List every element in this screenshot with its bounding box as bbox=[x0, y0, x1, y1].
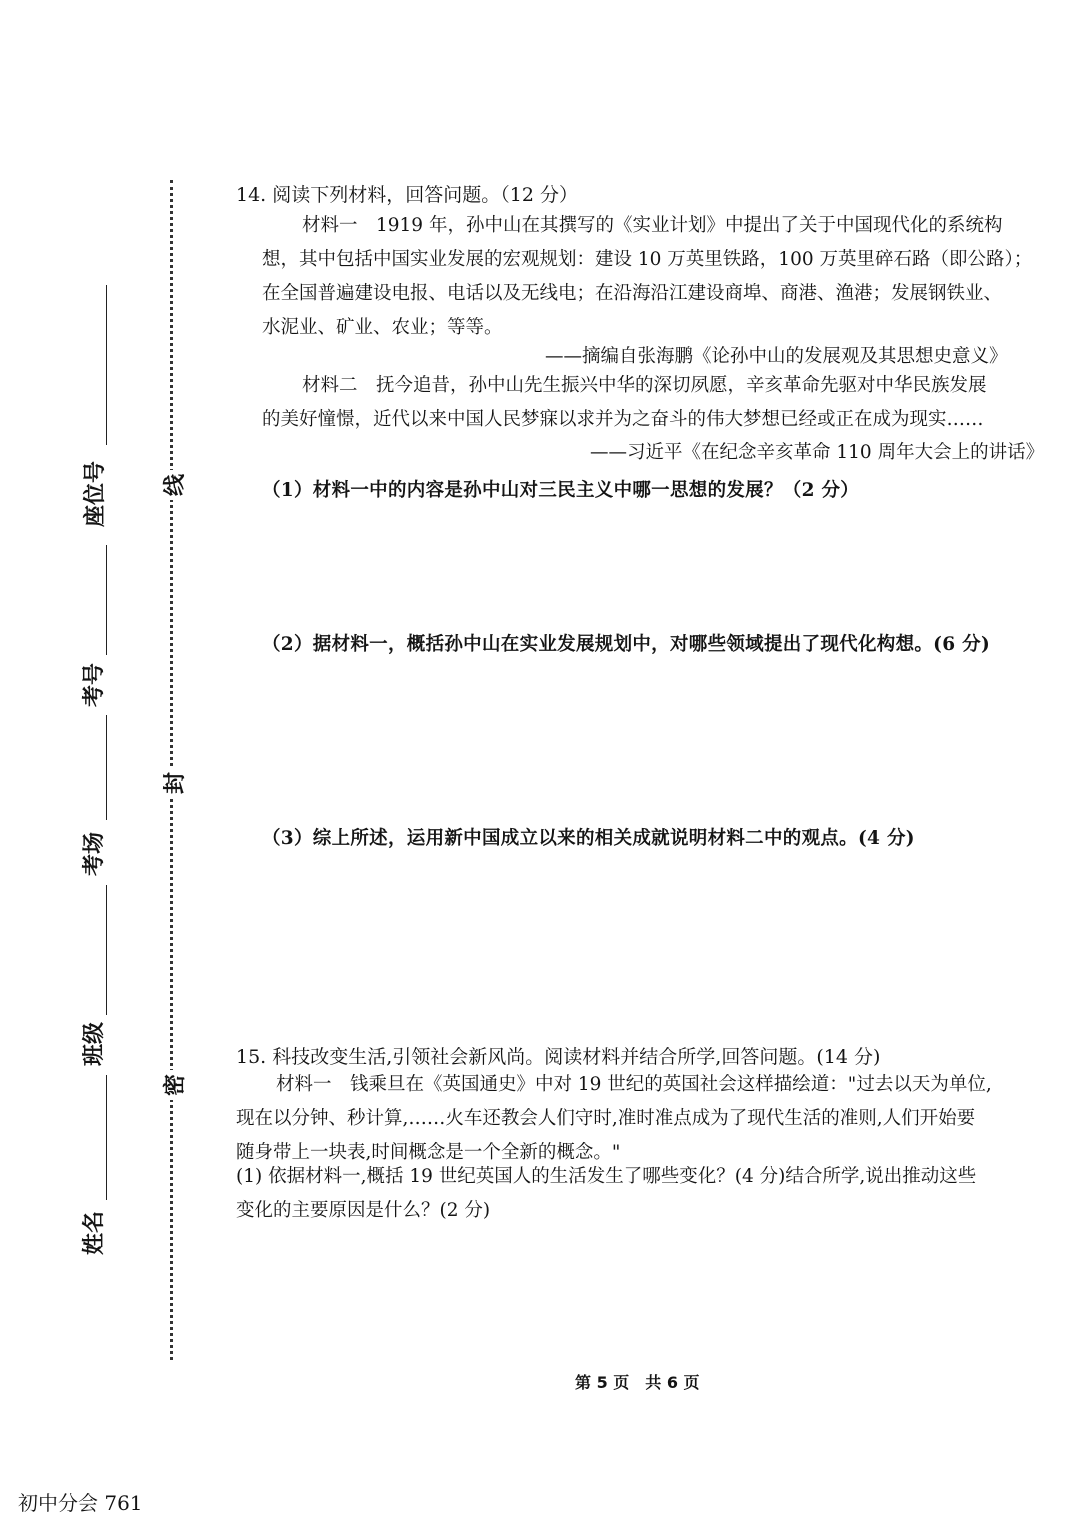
q15-material1 bbox=[236, 1068, 992, 1170]
seal-char-mi: 密 bbox=[162, 1070, 188, 1100]
q15-title: 15. 科技改变生活,引领社会新风尚。阅读材料并结合所学,回答问题。(14 分) bbox=[236, 1046, 881, 1068]
q15-material1-line: 现在以分钟、秒计算,……火车还教会人们守时,准时准点成为了现代生活的准则,人们开始要 bbox=[236, 1108, 976, 1129]
q14-material1-line: 材料一 1919 年，孙中山在其撰写的《实业计划》中提出了关于中国现代化的系统构 bbox=[302, 215, 1003, 236]
q14-sub1: （1）材料一中的内容是孙中山对三民主义中哪一思想的发展？（2 分） bbox=[262, 480, 860, 501]
name-line bbox=[106, 1075, 107, 1200]
q15-sub1-line: 变化的主要原因是什么？(2 分) bbox=[236, 1200, 491, 1221]
seat-number-line bbox=[106, 285, 107, 445]
q14-sub2: （2）据材料一，概括孙中山在实业发展规划中，对哪些领域提出了现代化构想。(6 分) bbox=[262, 634, 990, 655]
q14-material1-source: ——摘编自张海鹏《论孙中山的发展观及其思想史意义》 bbox=[545, 346, 1008, 367]
seat-number-label: 座位号 bbox=[82, 460, 109, 528]
q14-material1 bbox=[262, 209, 1032, 345]
page-footer: 第 5 页 共 6 页 bbox=[575, 1373, 700, 1392]
q15-sub1-line: (1) 依据材料一,概括 19 世纪英国人的生活发生了哪些变化？(4 分)结合所学,说出推动这些 bbox=[236, 1166, 977, 1187]
class-label: 班级 bbox=[81, 1021, 108, 1067]
q14-material2-line: 材料二 抚今追昔，孙中山先生振兴中华的深切夙愿，辛亥革命先驱对中华民族发展 bbox=[302, 375, 987, 396]
q14-material2-line: 的美好憧憬，近代以来中国人民梦寐以求并为之奋斗的伟大梦想已经或正在成为现实…… bbox=[262, 409, 984, 430]
q14-sub3: （3）综上所述，运用新中国成立以来的相关成就说明材料二中的观点。(4 分) bbox=[262, 828, 915, 849]
watermark-label: 初中分会 761 bbox=[18, 1491, 143, 1515]
exam-number-label: 考号 bbox=[81, 662, 108, 708]
name-label: 姓名 bbox=[81, 1210, 108, 1256]
q14-material1-line: 水泥业、矿业、农业；等等。 bbox=[262, 317, 503, 338]
exam-room-label: 考场 bbox=[81, 831, 108, 877]
q15-sub1 bbox=[236, 1160, 976, 1228]
seal-char-xian: 线 bbox=[162, 470, 188, 500]
q14-material1-line: 想，其中包括中国实业发展的宏观规划：建设 10 万英里铁路，100 万英里碎石路（即公路）； bbox=[262, 249, 1033, 270]
q14-material2 bbox=[262, 369, 987, 437]
seal-char-feng: 封 bbox=[162, 768, 188, 798]
q15-material1-line: 材料一 钱乘旦在《英国通史》中对 19 世纪的英国社会这样描绘道："过去以天为单位, bbox=[276, 1074, 992, 1095]
q14-title: 14. 阅读下列材料，回答问题。（12 分） bbox=[236, 184, 578, 206]
exam-number-line bbox=[106, 545, 107, 655]
class-line bbox=[106, 885, 107, 1015]
exam-room-line bbox=[106, 715, 107, 820]
q15-material1-line: 随身带上一块表,时间概念是一个全新的概念。" bbox=[236, 1142, 621, 1163]
q14-material2-source: ——习近平《在纪念辛亥革命 110 周年大会上的讲话》 bbox=[590, 442, 1045, 463]
q14-material1-line: 在全国普遍建设电报、电话以及无线电；在沿海沿江建设商埠、商港、渔港；发展钢铁业、 bbox=[262, 283, 1003, 304]
